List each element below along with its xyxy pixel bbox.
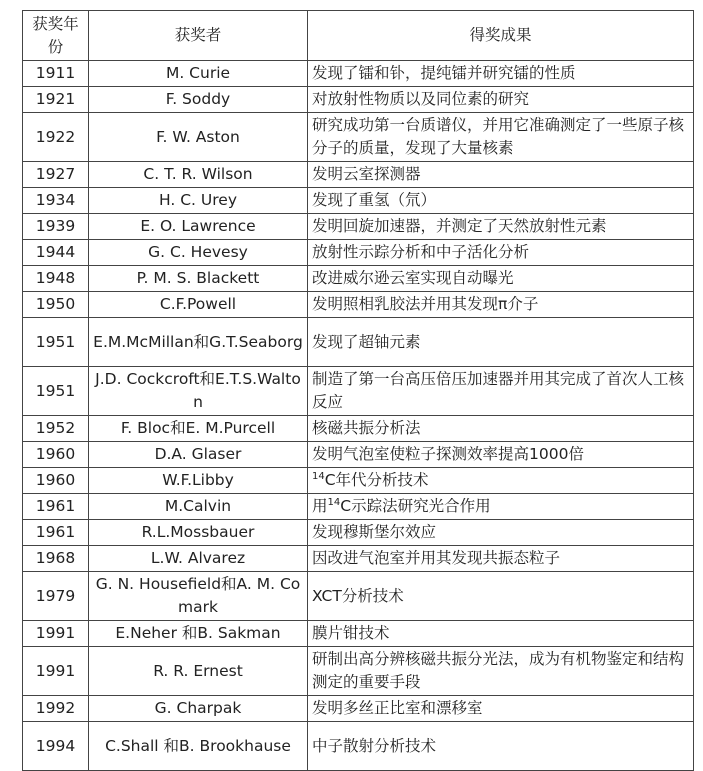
table-row [23,87,694,113]
table-row [23,266,694,292]
result-cell: 发现了镭和钋，提纯镭并研究镭的性质 [308,61,694,87]
result-cell: 因改进气泡室并用其发现共振态粒子 [308,546,694,572]
winner-cell: C.Shall 和B. Brookhause [89,722,308,771]
table-row [23,696,694,722]
winner-cell: M.Calvin [89,494,308,520]
winner-cell: R. R. Ernest [89,647,308,696]
year-cell: 1968 [23,546,89,572]
table-row [23,367,694,416]
winner-cell: C.F.Powell [89,292,308,318]
result-cell: 膜片钳技术 [308,621,694,647]
header-winner: 获奖者 [89,11,308,61]
result-cell: 放射性示踪分析和中子活化分析 [308,240,694,266]
result-cell [308,468,694,494]
result-cell: XCT分析技术 [308,572,694,621]
year-cell: 1991 [23,621,89,647]
year-cell: 1961 [23,520,89,546]
table-row [23,214,694,240]
winner-cell: M. Curie [89,61,308,87]
table-row [23,240,694,266]
result-cell: 发现穆斯堡尔效应 [308,520,694,546]
result-cell: 改进威尔逊云室实现自动曝光 [308,266,694,292]
year-cell: 1979 [23,572,89,621]
table-row [23,416,694,442]
year-cell: 1961 [23,494,89,520]
year-cell: 1922 [23,113,89,162]
winner-cell: E.Neher 和B. Sakman [89,621,308,647]
year-cell: 1921 [23,87,89,113]
table-row [23,647,694,696]
year-cell: 1927 [23,162,89,188]
table-row [23,292,694,318]
result-cell: 发明照相乳胶法并用其发现π介子 [308,292,694,318]
result-cell: 制造了第一台高压倍压加速器并用其完成了首次人工核反应 [308,367,694,416]
result-cell: 对放射性物质以及同位素的研究 [308,87,694,113]
table-row [23,494,694,520]
year-cell: 1950 [23,292,89,318]
header-result: 得奖成果 [308,11,694,61]
result-cell: 发现了超铀元素 [308,318,694,367]
year-cell: 1911 [23,61,89,87]
year-cell: 1960 [23,468,89,494]
table-row [23,318,694,367]
result-cell: 研究成功第一台质谱仪，并用它准确测定了一些原子核分子的质量，发现了大量核素 [308,113,694,162]
year-cell: 1952 [23,416,89,442]
winner-cell: G. Charpak [89,696,308,722]
result-prefix: 用 [312,497,328,515]
winner-cell: W.F.Libby [89,468,308,494]
table-row [23,572,694,621]
year-cell: 1934 [23,188,89,214]
table-header-row [23,11,694,61]
year-cell: 1939 [23,214,89,240]
isotope-superscript: 14 [327,496,341,508]
winner-cell: G. C. Hevesy [89,240,308,266]
isotope-superscript: 14 [312,470,325,482]
winner-cell: E.M.McMillan和G.T.Seaborg [89,318,308,367]
year-cell: 1992 [23,696,89,722]
table-row [23,61,694,87]
table-row [23,188,694,214]
year-cell: 1960 [23,442,89,468]
winner-cell: F. Soddy [89,87,308,113]
winner-cell: F. W. Aston [89,113,308,162]
result-cell: 发明气泡室使粒子探测效率提高1000倍 [308,442,694,468]
winner-cell: H. C. Urey [89,188,308,214]
year-cell: 1948 [23,266,89,292]
table-row [23,468,694,494]
result-cell: 中子散射分析技术 [308,722,694,771]
year-cell: 1991 [23,647,89,696]
result-text: C示踪法研究光合作用 [340,497,491,515]
year-cell: 1951 [23,318,89,367]
table-row [23,442,694,468]
result-cell: 研制出高分辨核磁共振分光法，成为有机物鉴定和结构测定的重要手段 [308,647,694,696]
result-cell: 发明多丝正比室和漂移室 [308,696,694,722]
year-cell: 1944 [23,240,89,266]
result-text: C年代分析技术 [324,471,429,489]
year-cell: 1994 [23,722,89,771]
winner-cell: G. N. Housefield和A. M. Comark [89,572,308,621]
result-cell: 发现了重氢（氘） [308,188,694,214]
table-row [23,546,694,572]
table-row [23,722,694,771]
table-row [23,113,694,162]
winner-cell: F. Bloc和E. M.Purcell [89,416,308,442]
winner-cell: D.A. Glaser [89,442,308,468]
nobel-prize-table [22,10,694,771]
result-cell: 核磁共振分析法 [308,416,694,442]
winner-cell: C. T. R. Wilson [89,162,308,188]
winner-cell: E. O. Lawrence [89,214,308,240]
winner-cell: J.D. Cockcroft和E.T.S.Walton [89,367,308,416]
winner-cell: R.L.Mossbauer [89,520,308,546]
result-cell [308,494,694,520]
winner-cell: P. M. S. Blackett [89,266,308,292]
header-year: 获奖年份 [23,11,89,61]
table-row [23,520,694,546]
result-cell: 发明云室探测器 [308,162,694,188]
table-row [23,621,694,647]
winner-cell: L.W. Alvarez [89,546,308,572]
table-row [23,162,694,188]
result-cell: 发明回旋加速器，并测定了天然放射性元素 [308,214,694,240]
year-cell: 1951 [23,367,89,416]
